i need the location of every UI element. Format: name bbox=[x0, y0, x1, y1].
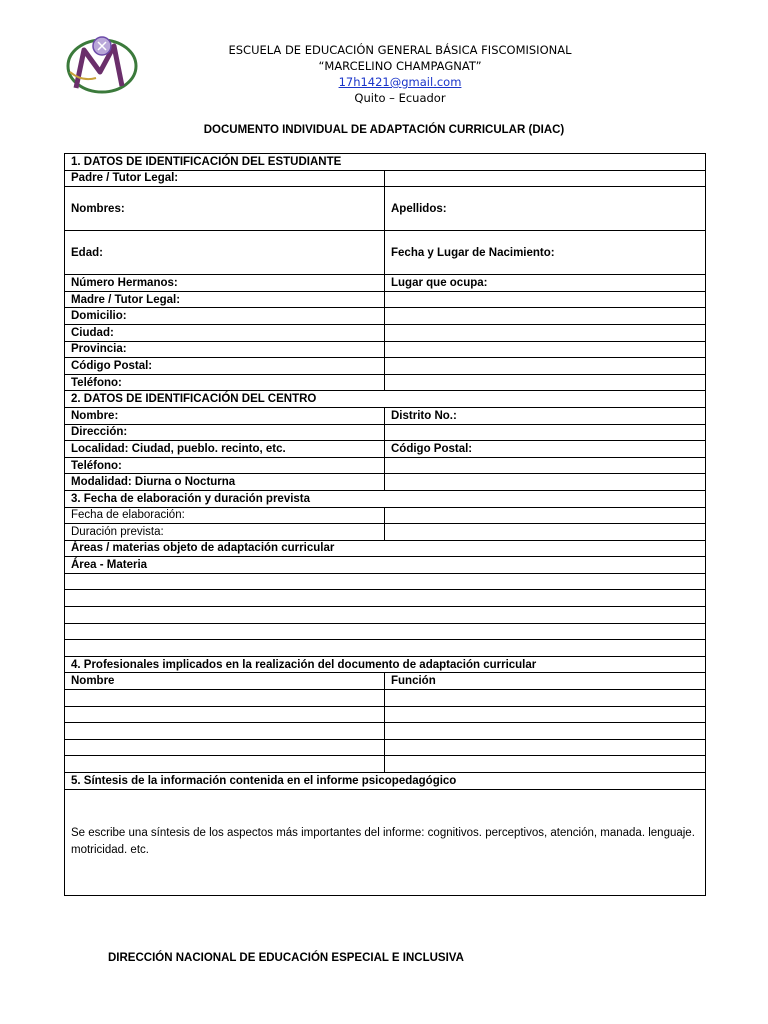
footer-text: DIRECCIÓN NACIONAL DE EDUCACIÓN ESPECIAL E INCLUSIVA bbox=[108, 952, 464, 964]
area-materia-heading: Área - Materia bbox=[65, 557, 706, 574]
synthesis-text[interactable]: Se escribe una síntesis de los aspectos más importantes del informe: cognitivos. perceptivos, atención, manada. lenguaje. motricidad. etc. bbox=[65, 789, 706, 895]
school-patron: “MARCELINO CHAMPAGNAT” bbox=[318, 59, 482, 73]
field-lugar-ocupa-label[interactable]: Lugar que ocupa: bbox=[385, 275, 706, 292]
professional-name-cell[interactable] bbox=[65, 756, 385, 773]
field-direccion-label: Dirección: bbox=[65, 424, 385, 441]
field-domicilio-label: Domicilio: bbox=[65, 308, 385, 325]
field-ciudad-value[interactable] bbox=[385, 324, 706, 341]
field-centro-cp-label[interactable]: Código Postal: bbox=[385, 441, 706, 458]
section-5-title: 5. Síntesis de la información contenida en el informe psicopedagógico bbox=[65, 773, 706, 790]
professional-role-cell[interactable] bbox=[385, 706, 706, 723]
area-row[interactable] bbox=[65, 640, 706, 657]
field-madre-value[interactable] bbox=[385, 291, 706, 308]
field-modalidad-label: Modalidad: Diurna o Nocturna bbox=[65, 474, 385, 491]
field-ciudad-label: Ciudad: bbox=[65, 324, 385, 341]
professional-name-cell[interactable] bbox=[65, 723, 385, 740]
field-domicilio-value[interactable] bbox=[385, 308, 706, 325]
field-fecha-elaboracion-value[interactable] bbox=[385, 507, 706, 524]
field-padre-value[interactable] bbox=[385, 170, 706, 187]
field-localidad-label[interactable]: Localidad: Ciudad, pueblo. recinto, etc. bbox=[65, 441, 385, 458]
field-fecha-lugar-label[interactable]: Fecha y Lugar de Nacimiento: bbox=[385, 231, 706, 275]
field-duracion-label: Duración prevista: bbox=[65, 524, 385, 541]
professional-name-cell[interactable] bbox=[65, 706, 385, 723]
field-cp-value[interactable] bbox=[385, 358, 706, 375]
professional-role-cell[interactable] bbox=[385, 739, 706, 756]
professional-role-cell[interactable] bbox=[385, 756, 706, 773]
professional-role-cell[interactable] bbox=[385, 723, 706, 740]
area-row[interactable] bbox=[65, 590, 706, 607]
field-cp-label: Código Postal: bbox=[65, 358, 385, 375]
field-modalidad-value[interactable] bbox=[385, 474, 706, 491]
area-row[interactable] bbox=[65, 607, 706, 624]
area-row[interactable] bbox=[65, 623, 706, 640]
field-duracion-value[interactable] bbox=[385, 524, 706, 541]
professional-nombre-header: Nombre bbox=[65, 673, 385, 690]
field-centro-telefono-label: Teléfono: bbox=[65, 457, 385, 474]
professional-role-cell[interactable] bbox=[385, 690, 706, 707]
field-hermanos-label[interactable]: Número Hermanos: bbox=[65, 275, 385, 292]
areas-heading: Áreas / materias objeto de adaptación curricular bbox=[65, 540, 706, 557]
school-city: Quito – Ecuador bbox=[354, 91, 446, 105]
field-provincia-value[interactable] bbox=[385, 341, 706, 358]
area-row[interactable] bbox=[65, 573, 706, 590]
professional-funcion-header: Función bbox=[385, 673, 706, 690]
school-header bbox=[120, 42, 680, 106]
field-padre-label: Padre / Tutor Legal: bbox=[65, 170, 385, 187]
field-telefono-label: Teléfono: bbox=[65, 374, 385, 391]
professional-name-cell[interactable] bbox=[65, 690, 385, 707]
school-name: ESCUELA DE EDUCACIÓN GENERAL BÁSICA FISCOMISIONAL bbox=[228, 43, 572, 57]
diac-form-table bbox=[64, 153, 706, 896]
document-title: DOCUMENTO INDIVIDUAL DE ADAPTACIÓN CURRICULAR (DIAC) bbox=[203, 124, 565, 136]
professional-name-cell[interactable] bbox=[65, 739, 385, 756]
section-1-title: 1. DATOS DE IDENTIFICACIÓN DEL ESTUDIANTE bbox=[65, 154, 706, 171]
field-centro-telefono-value[interactable] bbox=[385, 457, 706, 474]
field-edad-label[interactable]: Edad: bbox=[65, 231, 385, 275]
section-4-title: 4. Profesionales implicados en la realización del documento de adaptación curricular bbox=[65, 656, 706, 673]
field-centro-nombre-label[interactable]: Nombre: bbox=[65, 407, 385, 424]
field-fecha-elaboracion-label: Fecha de elaboración: bbox=[65, 507, 385, 524]
field-provincia-label: Provincia: bbox=[65, 341, 385, 358]
field-nombres-label[interactable]: Nombres: bbox=[65, 187, 385, 231]
field-madre-label: Madre / Tutor Legal: bbox=[65, 291, 385, 308]
field-distrito-label[interactable]: Distrito No.: bbox=[385, 407, 706, 424]
field-apellidos-label[interactable]: Apellidos: bbox=[385, 187, 706, 231]
section-2-title: 2. DATOS DE IDENTIFICACIÓN DEL CENTRO bbox=[65, 391, 706, 408]
field-telefono-value[interactable] bbox=[385, 374, 706, 391]
school-email-link[interactable]: 17h1421@gmail.com bbox=[338, 75, 462, 89]
section-3-title: 3. Fecha de elaboración y duración prevista bbox=[65, 490, 706, 507]
field-direccion-value[interactable] bbox=[385, 424, 706, 441]
